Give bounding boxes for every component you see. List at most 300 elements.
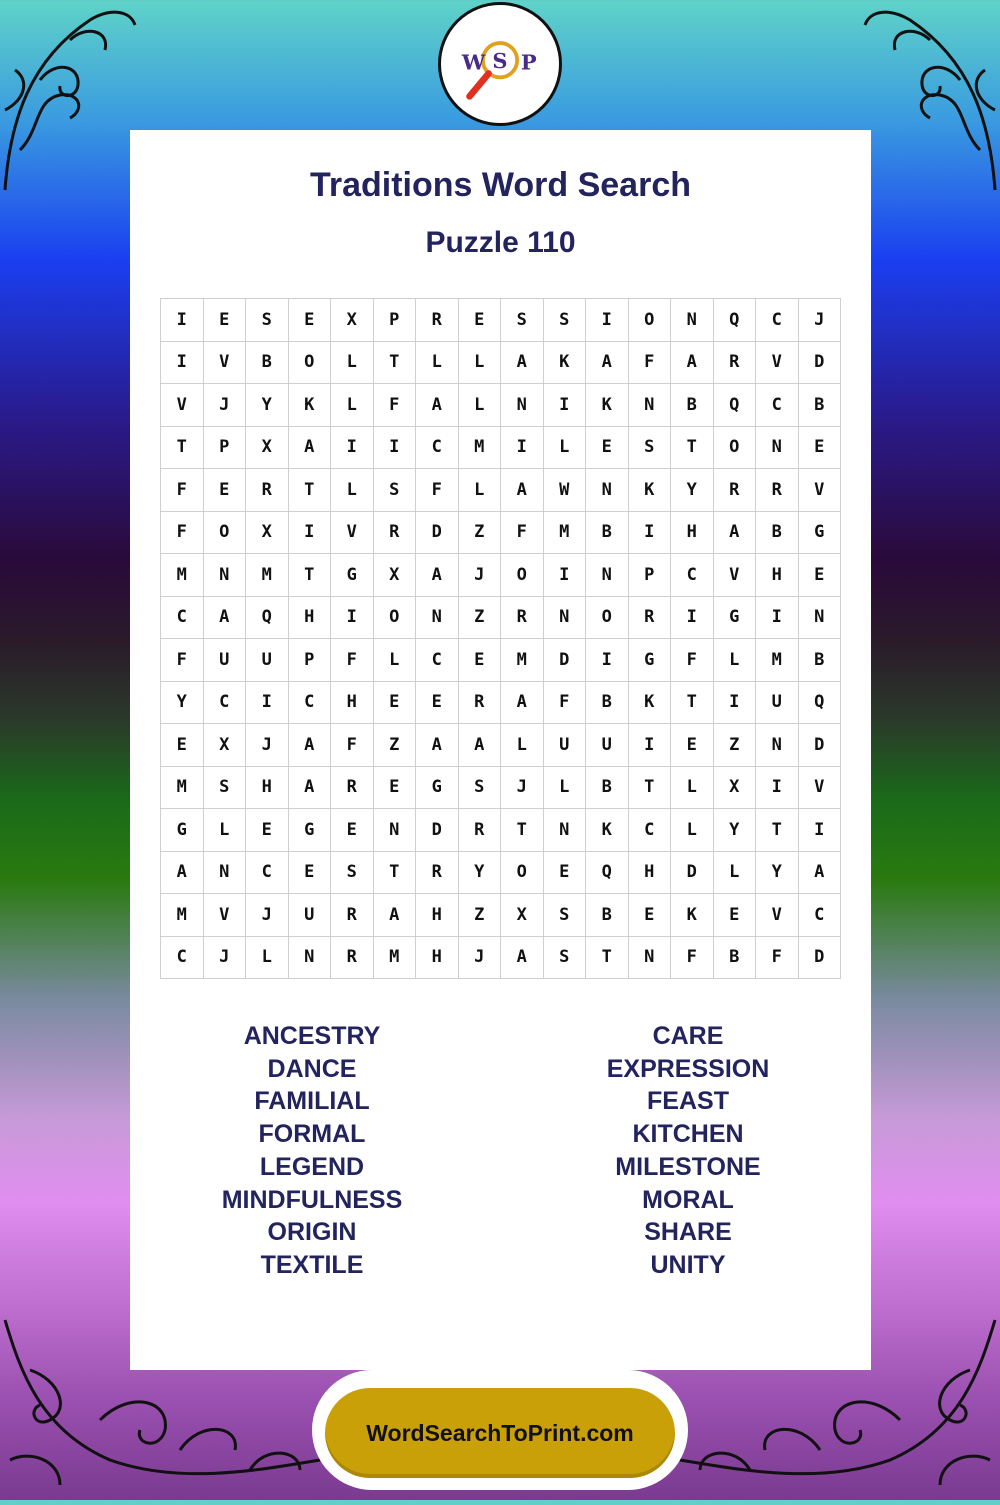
grid-cell[interactable]: A [288, 766, 331, 809]
grid-cell[interactable]: A [501, 341, 544, 384]
grid-cell[interactable]: Q [798, 681, 841, 724]
grid-cell[interactable]: G [798, 511, 841, 554]
grid-cell[interactable]: F [161, 511, 204, 554]
grid-cell[interactable]: N [203, 851, 246, 894]
grid-cell[interactable]: I [331, 596, 374, 639]
grid-cell[interactable]: N [543, 809, 586, 852]
grid-cell[interactable]: E [203, 469, 246, 512]
grid-cell[interactable]: X [246, 511, 289, 554]
grid-cell[interactable]: L [373, 639, 416, 682]
grid-cell[interactable]: M [501, 639, 544, 682]
grid-cell[interactable]: N [288, 936, 331, 979]
grid-cell[interactable]: F [501, 511, 544, 554]
grid-cell[interactable]: U [586, 724, 629, 767]
grid-row [161, 809, 841, 852]
grid-cell[interactable]: C [246, 851, 289, 894]
grid-cell[interactable]: O [628, 299, 671, 342]
grid-cell[interactable]: H [416, 936, 459, 979]
site-logo[interactable] [438, 2, 562, 126]
grid-cell[interactable]: V [798, 766, 841, 809]
grid-cell[interactable]: E [798, 554, 841, 597]
grid-cell[interactable]: H [331, 681, 374, 724]
grid-cell[interactable]: A [713, 511, 756, 554]
grid-cell[interactable]: A [671, 341, 714, 384]
grid-cell[interactable]: Y [713, 809, 756, 852]
grid-cell[interactable]: T [288, 554, 331, 597]
grid-cell[interactable]: X [373, 554, 416, 597]
grid-cell[interactable]: F [161, 639, 204, 682]
grid-cell[interactable]: C [161, 936, 204, 979]
grid-cell[interactable]: C [756, 384, 799, 427]
grid-cell[interactable]: I [628, 511, 671, 554]
grid-cell[interactable]: N [756, 724, 799, 767]
grid-cell[interactable]: E [331, 809, 374, 852]
grid-cell[interactable]: C [416, 639, 459, 682]
grid-row [161, 681, 841, 724]
grid-cell[interactable]: P [373, 299, 416, 342]
grid-cell[interactable]: X [203, 724, 246, 767]
grid-row [161, 639, 841, 682]
grid-cell[interactable]: V [203, 894, 246, 937]
grid-cell[interactable]: G [713, 596, 756, 639]
grid-cell[interactable]: I [798, 809, 841, 852]
grid-cell[interactable]: A [501, 681, 544, 724]
grid-cell[interactable]: U [543, 724, 586, 767]
grid-cell[interactable]: V [756, 894, 799, 937]
grid-cell[interactable]: I [543, 384, 586, 427]
word-list-item: DANCE [267, 1054, 357, 1083]
grid-cell[interactable]: R [373, 511, 416, 554]
grid-cell[interactable]: R [458, 681, 501, 724]
grid-cell[interactable]: G [288, 809, 331, 852]
grid-cell[interactable]: D [798, 341, 841, 384]
grid-cell[interactable]: I [543, 554, 586, 597]
grid-cell[interactable]: T [586, 936, 629, 979]
grid-cell[interactable]: B [586, 511, 629, 554]
grid-cell[interactable]: F [543, 681, 586, 724]
grid-row [161, 469, 841, 512]
grid-row [161, 596, 841, 639]
grid-cell[interactable]: N [756, 426, 799, 469]
grid-cell[interactable]: F [628, 341, 671, 384]
grid-cell[interactable]: L [331, 341, 374, 384]
letter-grid [160, 298, 841, 979]
grid-cell[interactable]: H [756, 554, 799, 597]
grid-cell[interactable]: B [713, 936, 756, 979]
grid-cell[interactable]: N [586, 469, 629, 512]
grid-cell[interactable]: E [713, 894, 756, 937]
grid-cell[interactable]: L [416, 341, 459, 384]
grid-cell[interactable]: K [628, 469, 671, 512]
grid-cell[interactable]: T [373, 851, 416, 894]
grid-cell[interactable]: K [586, 384, 629, 427]
grid-cell[interactable]: C [671, 554, 714, 597]
grid-cell[interactable]: R [331, 936, 374, 979]
grid-cell[interactable]: V [203, 341, 246, 384]
grid-cell[interactable]: I [713, 681, 756, 724]
grid-cell[interactable]: A [288, 724, 331, 767]
grid-cell[interactable]: Q [713, 384, 756, 427]
grid-cell[interactable]: N [628, 384, 671, 427]
word-list-item: LEGEND [259, 1152, 365, 1181]
grid-cell[interactable]: T [288, 469, 331, 512]
grid-cell[interactable]: K [628, 681, 671, 724]
grid-cell[interactable]: L [246, 936, 289, 979]
grid-cell[interactable]: U [246, 639, 289, 682]
grid-cell[interactable]: A [501, 936, 544, 979]
grid-cell[interactable]: L [713, 639, 756, 682]
grid-cell[interactable]: I [586, 299, 629, 342]
word-list-item: FORMAL [258, 1120, 366, 1149]
grid-row [161, 724, 841, 767]
grid-cell[interactable]: F [161, 469, 204, 512]
grid-cell[interactable]: E [373, 681, 416, 724]
grid-cell[interactable]: J [246, 894, 289, 937]
grid-cell[interactable]: E [203, 299, 246, 342]
grid-cell[interactable]: M [543, 511, 586, 554]
grid-row [161, 894, 841, 937]
grid-cell[interactable]: V [331, 511, 374, 554]
grid-cell[interactable]: N [416, 596, 459, 639]
grid-cell[interactable]: I [246, 681, 289, 724]
grid-cell[interactable]: T [628, 766, 671, 809]
grid-cell[interactable]: R [628, 596, 671, 639]
word-list-item: UNITY [650, 1250, 726, 1279]
grid-cell[interactable]: D [798, 724, 841, 767]
grid-cell[interactable]: B [586, 894, 629, 937]
word-list-item: KITCHEN [632, 1120, 744, 1149]
grid-cell[interactable]: L [458, 469, 501, 512]
grid-cell[interactable]: A [161, 851, 204, 894]
grid-cell[interactable]: E [288, 299, 331, 342]
grid-cell[interactable]: B [586, 681, 629, 724]
grid-cell[interactable]: T [161, 426, 204, 469]
grid-cell[interactable]: F [671, 936, 714, 979]
grid-cell[interactable]: S [628, 426, 671, 469]
grid-cell[interactable]: J [798, 299, 841, 342]
grid-cell[interactable]: L [331, 469, 374, 512]
word-list-item: CARE [652, 1022, 724, 1050]
grid-cell[interactable]: Q [713, 299, 756, 342]
grid-cell[interactable]: M [373, 936, 416, 979]
grid-cell[interactable]: A [288, 426, 331, 469]
grid-cell[interactable]: S [543, 299, 586, 342]
grid-cell[interactable]: B [586, 766, 629, 809]
grid-cell[interactable]: K [671, 894, 714, 937]
puzzle-number: Puzzle 110 [425, 226, 576, 259]
grid-cell[interactable]: O [586, 596, 629, 639]
grid-cell[interactable]: K [543, 341, 586, 384]
grid-cell[interactable]: A [203, 596, 246, 639]
grid-cell[interactable]: U [203, 639, 246, 682]
grid-cell[interactable]: I [373, 426, 416, 469]
grid-cell[interactable]: C [416, 426, 459, 469]
grid-cell[interactable]: L [671, 809, 714, 852]
grid-cell[interactable]: N [586, 554, 629, 597]
grid-cell[interactable]: O [501, 554, 544, 597]
grid-cell[interactable]: R [501, 596, 544, 639]
grid-cell[interactable]: Q [246, 596, 289, 639]
grid-cell[interactable]: T [671, 426, 714, 469]
grid-cell[interactable]: F [756, 936, 799, 979]
grid-cell[interactable]: L [671, 766, 714, 809]
puzzle-sheet [130, 130, 871, 1370]
grid-cell[interactable]: Z [373, 724, 416, 767]
grid-row [161, 766, 841, 809]
grid-cell[interactable]: I [756, 766, 799, 809]
grid-cell[interactable]: V [798, 469, 841, 512]
grid-cell[interactable]: N [373, 809, 416, 852]
grid-cell[interactable]: H [246, 766, 289, 809]
grid-row [161, 426, 841, 469]
grid-cell[interactable]: E [628, 894, 671, 937]
grid-cell[interactable]: C [798, 894, 841, 937]
grid-cell[interactable]: Y [671, 469, 714, 512]
word-list-item: ANCESTRY [243, 1022, 381, 1050]
grid-cell[interactable]: O [203, 511, 246, 554]
grid-cell[interactable]: G [161, 809, 204, 852]
grid-cell[interactable]: U [756, 681, 799, 724]
grid-cell[interactable]: B [798, 639, 841, 682]
grid-cell[interactable]: F [416, 469, 459, 512]
grid-cell[interactable]: T [756, 809, 799, 852]
word-list-item: FEAST [647, 1087, 729, 1116]
grid-cell[interactable]: H [671, 511, 714, 554]
grid-cell[interactable]: H [628, 851, 671, 894]
grid-cell[interactable]: W [543, 469, 586, 512]
grid-cell[interactable]: E [246, 809, 289, 852]
grid-cell[interactable]: Q [586, 851, 629, 894]
grid-cell[interactable]: J [458, 554, 501, 597]
grid-cell[interactable]: D [543, 639, 586, 682]
grid-cell[interactable]: J [458, 936, 501, 979]
grid-row [161, 554, 841, 597]
magnifier-icon [441, 5, 559, 123]
grid-cell[interactable]: L [203, 809, 246, 852]
grid-cell[interactable]: I [161, 341, 204, 384]
logo-letter-s: S [492, 47, 508, 73]
grid-cell[interactable]: E [373, 766, 416, 809]
grid-cell[interactable]: M [756, 639, 799, 682]
grid-cell[interactable]: X [246, 426, 289, 469]
grid-cell[interactable]: I [501, 426, 544, 469]
grid-cell[interactable]: N [628, 936, 671, 979]
grid-cell[interactable]: N [501, 384, 544, 427]
grid-cell[interactable]: M [246, 554, 289, 597]
grid-cell[interactable]: X [331, 299, 374, 342]
grid-cell[interactable]: R [416, 299, 459, 342]
grid-cell[interactable]: S [458, 766, 501, 809]
grid-cell[interactable]: Z [458, 596, 501, 639]
grid-cell[interactable]: Z [458, 511, 501, 554]
grid-cell[interactable]: L [501, 724, 544, 767]
grid-cell[interactable]: M [161, 894, 204, 937]
grid-cell[interactable]: S [543, 894, 586, 937]
grid-cell[interactable]: D [671, 851, 714, 894]
grid-cell[interactable]: P [288, 639, 331, 682]
grid-cell[interactable]: B [246, 341, 289, 384]
grid-cell[interactable]: N [203, 554, 246, 597]
grid-cell[interactable]: M [458, 426, 501, 469]
grid-cell[interactable]: M [161, 766, 204, 809]
grid-cell[interactable]: A [373, 894, 416, 937]
grid-cell[interactable]: H [288, 596, 331, 639]
word-list-left [147, 1020, 477, 1282]
grid-cell[interactable]: T [373, 341, 416, 384]
grid-cell[interactable]: O [501, 851, 544, 894]
grid-cell[interactable]: J [203, 936, 246, 979]
grid-cell[interactable]: L [458, 341, 501, 384]
grid-cell[interactable]: E [458, 639, 501, 682]
grid-cell[interactable]: C [628, 809, 671, 852]
grid-cell[interactable]: J [203, 384, 246, 427]
word-list-item: EXPRESSION [606, 1054, 770, 1083]
grid-cell[interactable]: S [543, 936, 586, 979]
grid-cell[interactable]: K [586, 809, 629, 852]
grid-cell[interactable]: I [331, 426, 374, 469]
grid-cell[interactable]: T [671, 681, 714, 724]
grid-cell[interactable]: O [288, 341, 331, 384]
grid-cell[interactable]: N [543, 596, 586, 639]
grid-cell[interactable]: N [798, 596, 841, 639]
grid-cell[interactable]: R [756, 469, 799, 512]
grid-row [161, 936, 841, 979]
grid-cell[interactable]: Z [713, 724, 756, 767]
grid-cell[interactable]: E [161, 724, 204, 767]
grid-cell[interactable]: X [713, 766, 756, 809]
grid-cell[interactable]: D [416, 511, 459, 554]
grid-cell[interactable]: C [203, 681, 246, 724]
grid-cell[interactable]: V [756, 341, 799, 384]
grid-cell[interactable]: Y [246, 384, 289, 427]
grid-cell[interactable]: I [756, 596, 799, 639]
grid-cell[interactable]: B [671, 384, 714, 427]
grid-cell[interactable]: I [586, 639, 629, 682]
grid-cell[interactable]: V [161, 384, 204, 427]
corner-ornament-top-right [860, 0, 1000, 200]
word-list-item: SHARE [644, 1218, 732, 1247]
grid-cell[interactable]: C [288, 681, 331, 724]
grid-cell[interactable]: R [713, 341, 756, 384]
grid-cell[interactable]: L [543, 766, 586, 809]
grid-cell[interactable]: A [416, 554, 459, 597]
grid-cell[interactable]: B [756, 511, 799, 554]
grid-cell[interactable]: M [161, 554, 204, 597]
page-title: Traditions Word Search [309, 166, 691, 204]
grid-cell[interactable]: S [373, 469, 416, 512]
grid-cell[interactable]: G [416, 766, 459, 809]
grid-cell[interactable]: R [458, 809, 501, 852]
grid-cell[interactable]: C [161, 596, 204, 639]
grid-cell[interactable]: L [543, 426, 586, 469]
grid-cell[interactable]: G [331, 554, 374, 597]
grid-cell[interactable]: S [246, 299, 289, 342]
grid-cell[interactable]: C [756, 299, 799, 342]
grid-cell[interactable]: Z [458, 894, 501, 937]
grid-cell[interactable]: O [713, 426, 756, 469]
word-list-item: TEXTILE [260, 1250, 364, 1279]
grid-cell[interactable]: E [458, 299, 501, 342]
grid-cell[interactable]: P [203, 426, 246, 469]
grid-cell[interactable]: F [331, 639, 374, 682]
grid-cell[interactable]: E [798, 426, 841, 469]
grid-cell[interactable]: F [671, 639, 714, 682]
grid-cell[interactable]: S [501, 299, 544, 342]
logo-letter-w: W [461, 49, 486, 75]
grid-cell[interactable]: Y [458, 851, 501, 894]
grid-cell[interactable]: I [288, 511, 331, 554]
grid-cell[interactable]: A [416, 724, 459, 767]
corner-ornament-top-left [0, 0, 140, 200]
grid-cell[interactable]: E [586, 426, 629, 469]
grid-cell[interactable]: O [373, 596, 416, 639]
grid-cell[interactable]: Y [756, 851, 799, 894]
grid-cell[interactable]: I [161, 299, 204, 342]
grid-cell[interactable]: H [416, 894, 459, 937]
grid-cell[interactable]: P [628, 554, 671, 597]
word-list-item: MORAL [642, 1185, 734, 1214]
grid-cell[interactable]: I [671, 596, 714, 639]
grid-row [161, 299, 841, 342]
grid-cell[interactable]: V [713, 554, 756, 597]
grid-cell[interactable]: A [416, 384, 459, 427]
grid-cell[interactable]: U [288, 894, 331, 937]
logo-letter-p: P [520, 49, 537, 75]
grid-cell[interactable]: E [288, 851, 331, 894]
grid-row [161, 341, 841, 384]
grid-cell[interactable]: B [798, 384, 841, 427]
grid-cell[interactable]: R [331, 894, 374, 937]
grid-cell[interactable]: K [288, 384, 331, 427]
grid-cell[interactable]: J [246, 724, 289, 767]
grid-cell[interactable]: L [331, 384, 374, 427]
grid-cell[interactable]: N [671, 299, 714, 342]
grid-cell[interactable]: A [501, 469, 544, 512]
grid-cell[interactable]: R [331, 766, 374, 809]
word-list-item: MINDFULNESS [221, 1185, 403, 1214]
grid-cell[interactable]: D [416, 809, 459, 852]
grid-cell[interactable]: E [416, 681, 459, 724]
grid-cell[interactable]: F [331, 724, 374, 767]
grid-cell[interactable]: D [798, 936, 841, 979]
word-list-right [523, 1020, 853, 1282]
grid-cell[interactable]: R [246, 469, 289, 512]
grid-cell[interactable]: X [501, 894, 544, 937]
grid-row [161, 851, 841, 894]
grid-cell[interactable]: A [798, 851, 841, 894]
footer-site-link[interactable]: WordSearchToPrint.com [325, 1388, 675, 1478]
grid-cell[interactable]: T [501, 809, 544, 852]
grid-cell[interactable]: I [628, 724, 671, 767]
grid-cell[interactable]: J [501, 766, 544, 809]
grid-cell[interactable]: L [458, 384, 501, 427]
word-list-item: MILESTONE [615, 1152, 761, 1181]
grid-cell[interactable]: R [713, 469, 756, 512]
grid-cell[interactable]: G [628, 639, 671, 682]
grid-cell[interactable]: R [416, 851, 459, 894]
grid-cell[interactable]: S [203, 766, 246, 809]
word-list-item: FAMILIAL [254, 1087, 370, 1116]
grid-cell[interactable]: S [331, 851, 374, 894]
grid-cell[interactable]: E [671, 724, 714, 767]
grid-cell[interactable]: L [713, 851, 756, 894]
grid-cell[interactable]: F [373, 384, 416, 427]
grid-cell[interactable]: E [543, 851, 586, 894]
grid-row [161, 384, 841, 427]
grid-cell[interactable]: A [458, 724, 501, 767]
grid-cell[interactable]: A [586, 341, 629, 384]
grid-cell[interactable]: Y [161, 681, 204, 724]
